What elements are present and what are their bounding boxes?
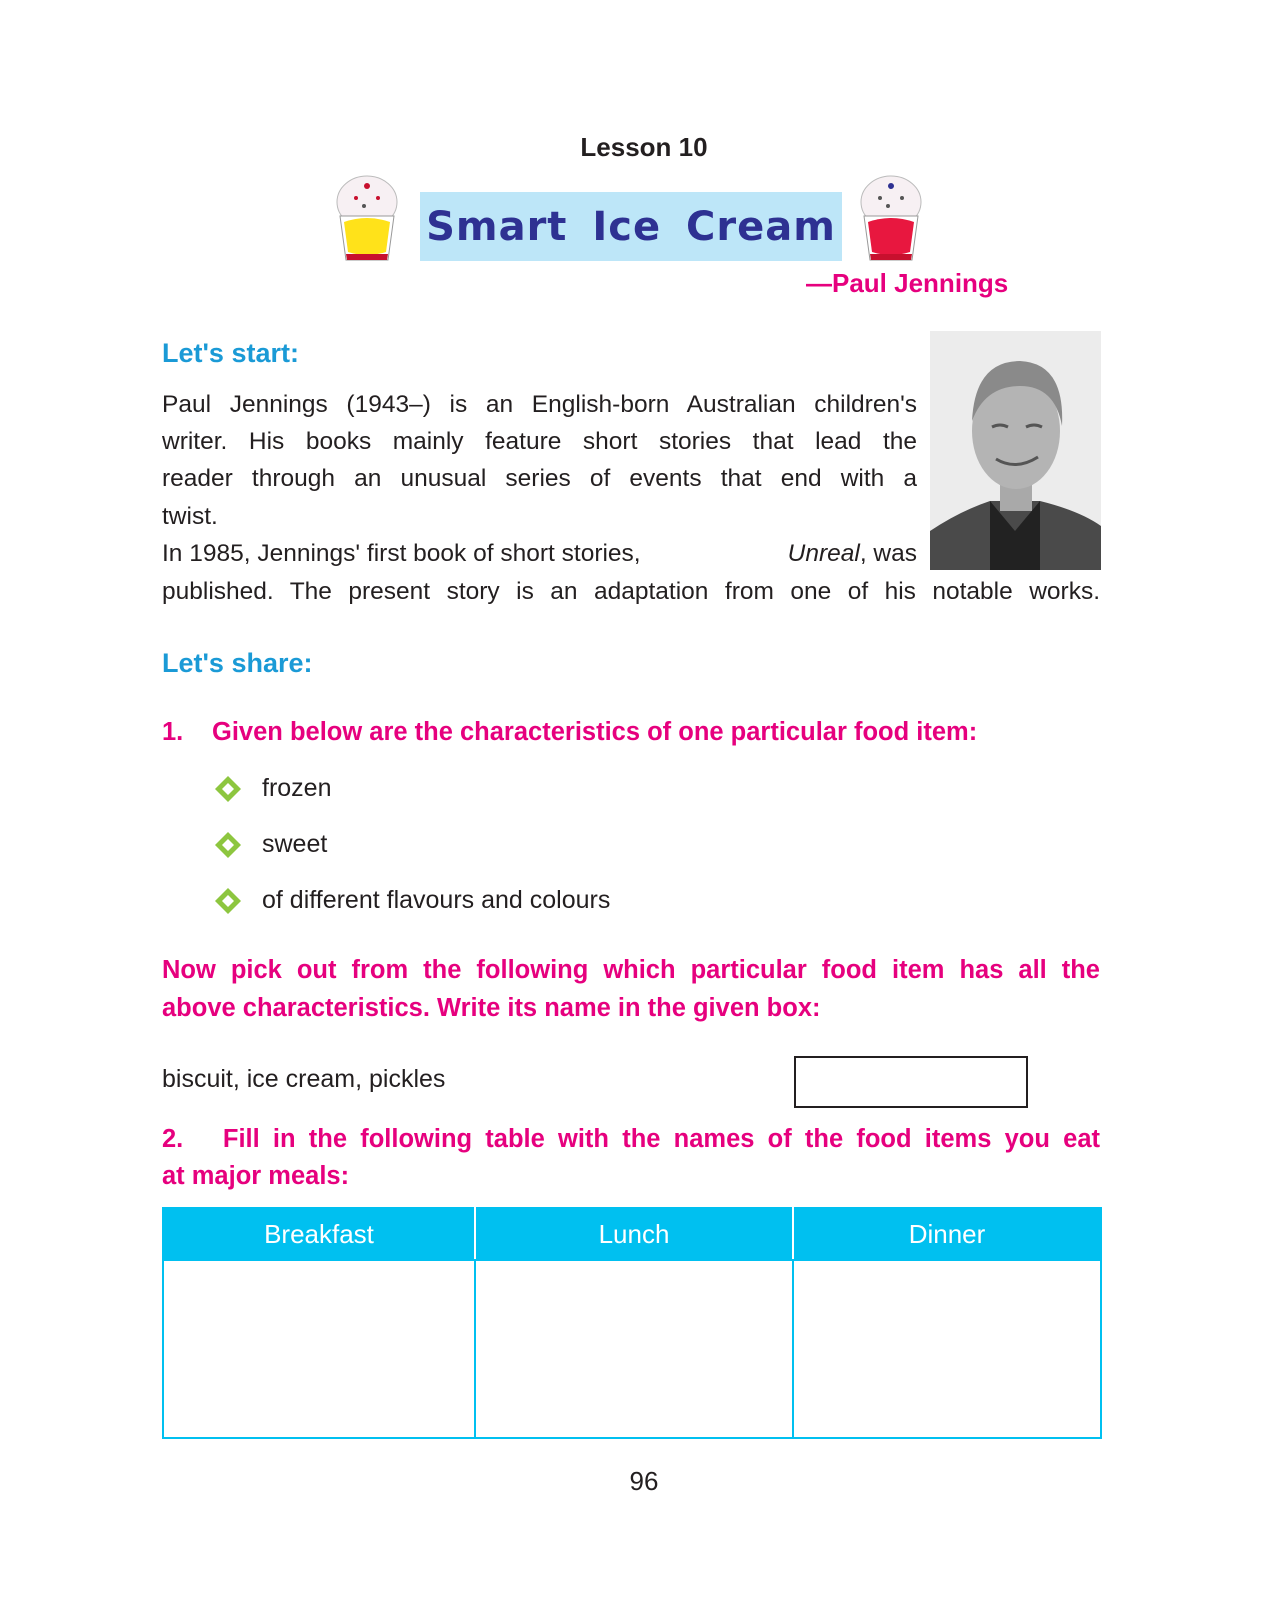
bullet-item [214,774,331,803]
bullet-text: of different flavours and colours [262,886,611,914]
page-number: 96 [629,1466,659,1496]
bullet-text: sweet [262,830,328,858]
author-photo [930,331,1101,570]
header-breakfast: Breakfast [163,1208,475,1260]
lunch-cell[interactable] [475,1260,793,1438]
diamond-bullet-icon [214,887,242,915]
question-2-line: 2. Fill in the following table with the names of the food items you eat [162,1125,1100,1153]
lesson-number: Lesson 10 [580,132,708,162]
title-banner [420,192,842,261]
bio-line: writer. His books mainly feature short stories that lead the [162,428,917,455]
instruction-line: Now pick out from the following which particular food item has all the [162,956,1100,984]
meals-table [162,1207,1102,1439]
dinner-cell[interactable] [793,1260,1101,1438]
header-dinner: Dinner [793,1208,1101,1260]
bio-line: reader through an unusual series of events that end with a [162,465,917,492]
bullet-item [214,886,610,915]
bio-line: Paul Jennings (1943–) is an English-born Australian children's [162,391,917,418]
bio-text: , was [859,540,917,567]
answer-box[interactable] [794,1056,1028,1108]
ice-cream-cup-red-icon [858,172,924,264]
bio-line [162,540,917,568]
book-title: Unreal [787,540,860,567]
lets-start-heading: Let's start: [162,338,299,368]
question-1-number: 1. [162,718,184,746]
ice-cream-cup-yellow-icon [334,172,400,264]
food-options: biscuit, ice cream, pickles [162,1065,446,1093]
question-1-text: Given below are the characteristics of one particular food item: [212,718,978,746]
bio-line: published. The present story is an adaptation from one of his notable works. [162,578,1100,605]
diamond-bullet-icon [214,831,242,859]
question-2-line: at major meals: [162,1162,350,1190]
bio-text: In 1985, Jennings' first book of short stories, [162,540,648,567]
lets-share-heading: Let's share: [162,648,313,678]
bio-line: twist. [162,503,218,530]
breakfast-cell[interactable] [163,1260,475,1438]
diamond-bullet-icon [214,775,242,803]
instruction-line: above characteristics. Write its name in the given box: [162,994,821,1022]
author-credit: —Paul Jennings [806,268,1009,298]
bullet-item [214,830,327,859]
lesson-title: Smart Ice Cream [426,203,836,250]
header-lunch: Lunch [475,1208,793,1260]
bullet-text: frozen [262,774,332,802]
